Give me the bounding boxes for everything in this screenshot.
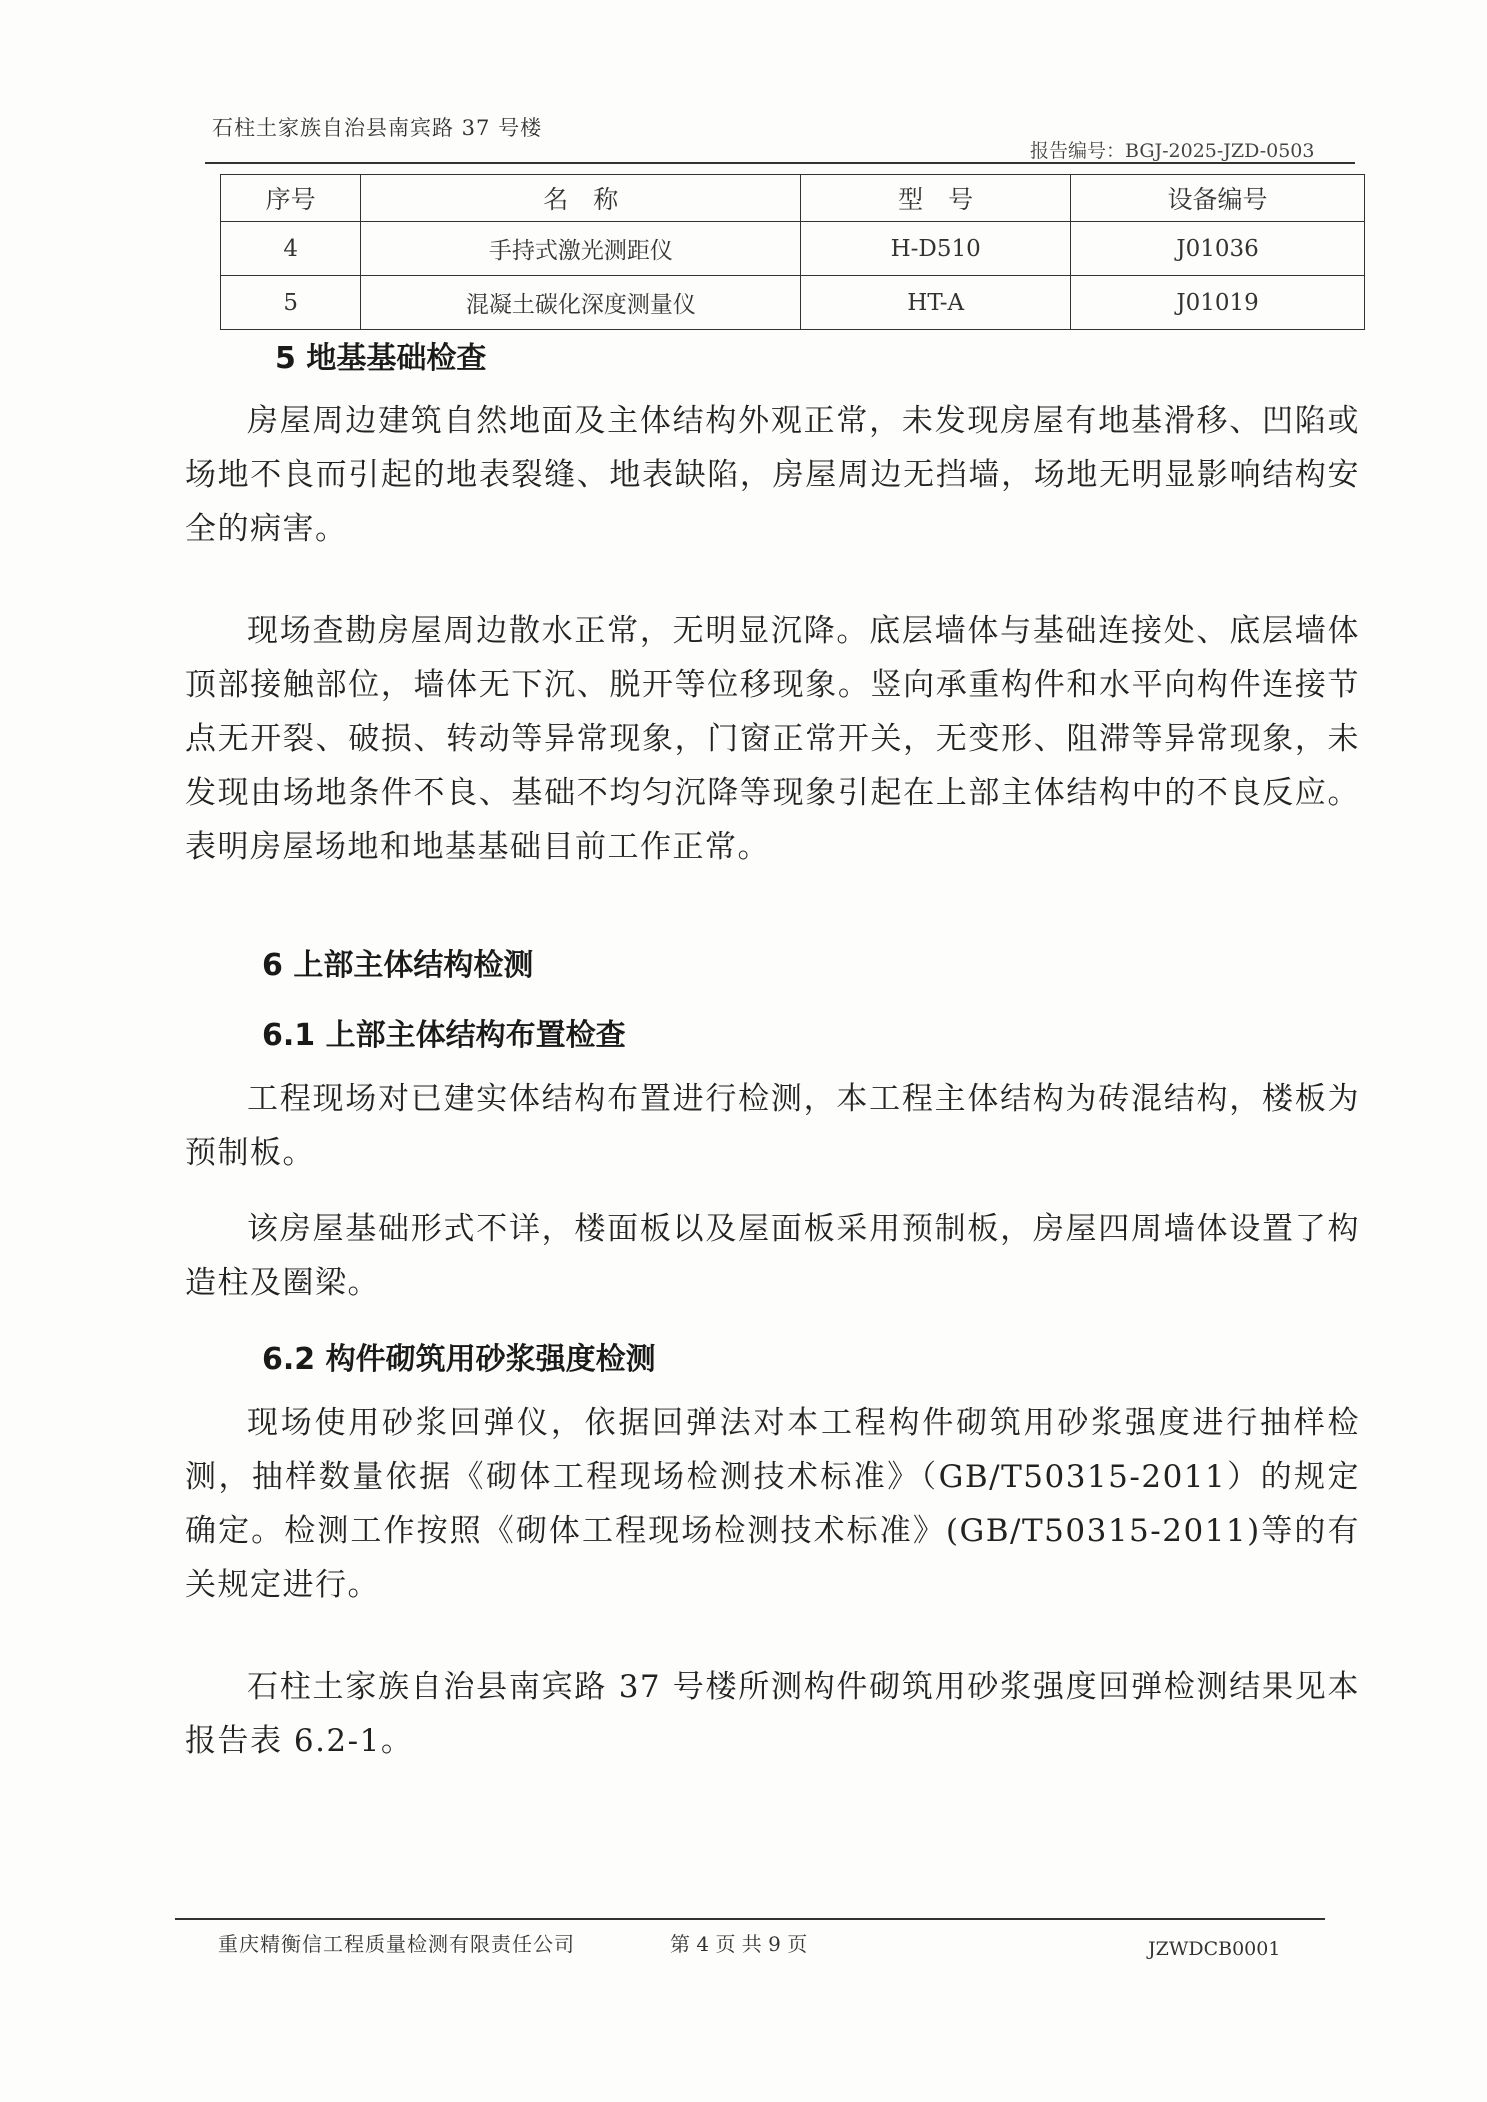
cell-index: 4: [221, 222, 361, 276]
footer-page-number: 第 4 页 共 9 页: [670, 1932, 808, 1956]
header-project: 石柱土家族自治县南宾路 37 号楼: [212, 116, 543, 140]
table-header-row: [221, 175, 1365, 222]
footer-form-code: JZWDCB0001: [1148, 1938, 1281, 1960]
footer-divider: [175, 1918, 1325, 1920]
section-6-2-title: 6.2 构件砌筑用砂浆强度检测: [262, 1342, 656, 1377]
col-header-model: 型 号: [801, 175, 1071, 222]
section-6-2-paragraph-2: 石柱土家族自治县南宾路 37 号楼所测构件砌筑用砂浆强度回弹检测结果见本报告表 6.2-1。: [185, 1669, 1360, 1759]
cell-name: 混凝土碳化深度测量仪: [361, 276, 801, 330]
cell-device-no: J01019: [1071, 276, 1365, 330]
section-5-paragraph-2: 现场查勘房屋周边散水正常，无明显沉降。底层墙体与基础连接处、底层墙体顶部接触部位，墙体无下沉、脱开等位移现象。竖向承重构件和水平向构件连接节点无开裂、破损、转动等异常现象，门窗正常开关，无变形、阻滞等异常现象，未发现由场地条件不良、基础不均匀沉降等现象引起在上部主体结构中的不良反应。表明房屋场地和地基基础目前工作正常。: [185, 613, 1360, 865]
section-6-1-paragraph-1: 工程现场对已建实体结构布置进行检测，本工程主体结构为砖混结构，楼板为预制板。: [185, 1081, 1360, 1171]
col-header-device-no: 设备编号: [1071, 175, 1365, 222]
cell-device-no: J01036: [1071, 222, 1365, 276]
header-report-number: 报告编号：BGJ-2025-JZD-0503: [1030, 140, 1315, 162]
footer-company: 重庆精衡信工程质量检测有限责任公司: [218, 1932, 575, 1956]
table-row: [221, 276, 1365, 330]
cell-index: 5: [221, 276, 361, 330]
section-5-paragraph-1: 房屋周边建筑自然地面及主体结构外观正常，未发现房屋有地基滑移、凹陷或场地不良而引起的地表裂缝、地表缺陷，房屋周边无挡墙，场地无明显影响结构安全的病害。: [185, 403, 1360, 547]
section-6-2-paragraph-1: 现场使用砂浆回弹仪，依据回弹法对本工程构件砌筑用砂浆强度进行抽样检测，抽样数量依据《砌体工程现场检测技术标准》（GB/T50315-2011）的规定确定。检测工作按照《砌体工程现场检测技术标准》(GB/T50315-2011)等的有关规定进行。: [185, 1405, 1360, 1603]
col-header-name: 名 称: [361, 175, 801, 222]
table-row: [221, 222, 1365, 276]
equipment-table: [220, 174, 1365, 330]
section-6-1-paragraph-2: 该房屋基础形式不详，楼面板以及屋面板采用预制板，房屋四周墙体设置了构造柱及圈梁。: [185, 1211, 1360, 1301]
section-6-title: 6 上部主体结构检测: [262, 948, 534, 983]
section-6-1-title: 6.1 上部主体结构布置检查: [262, 1018, 626, 1053]
cell-name: 手持式激光测距仪: [361, 222, 801, 276]
cell-model: H-D510: [801, 222, 1071, 276]
header-divider: [205, 162, 1355, 164]
cell-model: HT-A: [801, 276, 1071, 330]
col-header-index: 序号: [221, 175, 361, 222]
section-5-title: 5 地基基础检查: [275, 341, 487, 376]
